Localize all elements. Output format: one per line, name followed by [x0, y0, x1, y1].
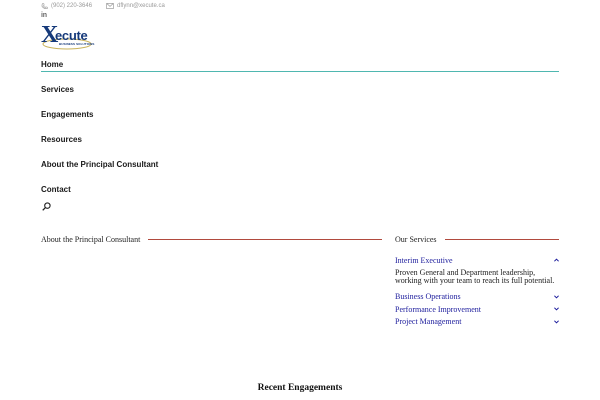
accordion-label: Interim Executive — [395, 255, 453, 265]
phone-number: (902) 220-3646 — [51, 3, 93, 9]
accordion-item-project-management[interactable] — [395, 316, 559, 329]
phone-contact[interactable] — [41, 3, 92, 10]
top-contact-bar — [41, 1, 179, 11]
accordion-label: Project Management — [395, 317, 462, 327]
chevron-down-icon[interactable] — [553, 294, 559, 300]
accordion-item-performance-improvement[interactable] — [395, 303, 559, 316]
phone-icon — [41, 3, 48, 10]
nav-item-engagements[interactable]: Engagements — [41, 110, 94, 119]
services-heading-rule — [445, 239, 559, 240]
about-heading-text: About the Principal Consultant — [41, 235, 141, 244]
logo-tagline: BUSINESS SOLUTIONS — [59, 42, 95, 46]
email-address: dflynn@xecute.ca — [117, 3, 165, 9]
envelope-icon — [106, 3, 114, 9]
email-contact[interactable] — [106, 3, 165, 9]
services-heading-text: Our Services — [395, 235, 437, 244]
accordion-label: Performance Improvement — [395, 304, 481, 314]
nav-item-services[interactable]: Services — [41, 85, 74, 94]
linkedin-icon[interactable]: in — [41, 12, 47, 19]
logo-x: X — [41, 22, 59, 48]
accordion-panel-interim-executive: Proven General and Department leadership, working with your team to reach its full potential. — [395, 267, 555, 285]
chevron-down-icon[interactable] — [553, 319, 559, 325]
logo-wordmark: ecute — [55, 28, 88, 43]
services-accordion — [395, 254, 559, 328]
accordion-label: Business Operations — [395, 292, 461, 302]
about-heading-rule — [148, 239, 382, 240]
search-icon[interactable] — [42, 202, 51, 211]
services-section-heading — [395, 235, 559, 244]
nav-active-underline — [41, 71, 559, 72]
nav-item-about[interactable]: About the Principal Consultant — [41, 160, 159, 169]
site-logo[interactable] — [41, 22, 95, 50]
accordion-item-business-operations[interactable] — [395, 291, 559, 304]
chevron-up-icon[interactable] — [553, 257, 559, 263]
chevron-down-icon[interactable] — [553, 306, 559, 312]
nav-item-home[interactable]: Home — [41, 60, 64, 69]
recent-engagements-heading: Recent Engagements — [257, 383, 343, 393]
nav-item-contact[interactable]: Contact — [41, 185, 71, 194]
nav-item-resources[interactable]: Resources — [41, 135, 82, 144]
about-section-heading — [41, 235, 382, 244]
accordion-item-interim-executive[interactable] — [395, 254, 559, 267]
